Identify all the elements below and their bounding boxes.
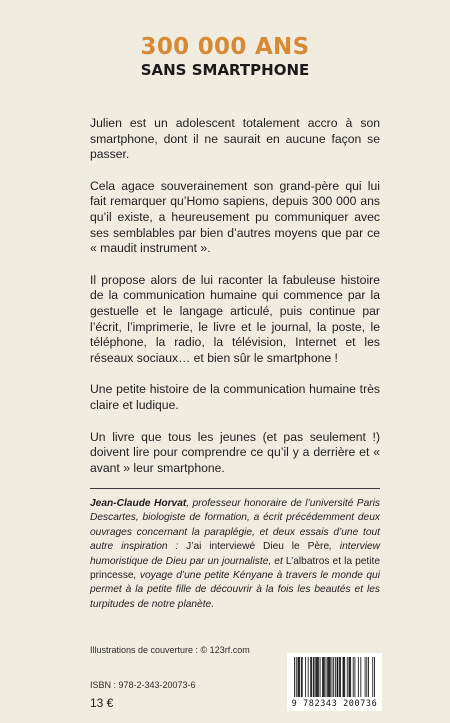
- author-bio-text: , interview humoristique de Dieu par un journaliste, et: [90, 541, 381, 567]
- blurb: [90, 116, 380, 492]
- barcode-bar: [332, 657, 333, 697]
- barcode-bar: [311, 657, 312, 697]
- barcode-bar: [302, 657, 303, 697]
- barcode-bar: [365, 657, 366, 697]
- barcode-bar: [343, 657, 344, 697]
- barcode-bar: [320, 657, 321, 697]
- barcode-bar: [349, 657, 350, 697]
- author-bio: [90, 497, 380, 612]
- blurb-paragraph: Julien est un adolescent totalement accro à son smartphone, dont il ne saurait en aucune façon se passer.: [90, 116, 380, 162]
- barcode-bar: [350, 657, 351, 697]
- barcode-bar: [374, 657, 375, 697]
- barcode-bar: [314, 657, 315, 697]
- blurb-paragraph: Cela agace souverainement son grand-père qui lui fait remarquer qu’Homo sapiens, depuis 300 000 ans qu’il existe, a heureusement pu communiquer avec ses semblables par bien d’autres moyens que par ce « maudit instrument ».: [90, 178, 380, 256]
- barcode-bar: [343, 657, 344, 697]
- barcode-bar: [372, 657, 373, 697]
- barcode-bar: [339, 657, 340, 697]
- book-title-2: L’albatros et la petite princesse: [90, 555, 380, 582]
- barcode-bar: [315, 657, 316, 697]
- barcode-bar: [358, 657, 359, 697]
- author-bio-text: , professeur honoraire de l’université Paris Descartes, biologiste de formation, a écrit précédemment deux ouvrages concernant la paraplégie, et deux essais d’une tout autre inspiration :: [90, 498, 380, 553]
- cover-credits: Illustrations de couverture : © 123rf.com: [90, 645, 250, 655]
- barcode-bar: [353, 657, 354, 697]
- barcode-bar: [298, 657, 299, 697]
- barcode-bar: [317, 657, 318, 697]
- barcode-bar: [298, 657, 299, 697]
- barcode-bar: [328, 657, 329, 697]
- barcode-bar: [296, 657, 297, 697]
- barcode: [287, 653, 382, 711]
- barcode-bar: [347, 657, 348, 697]
- barcode-bar: [318, 657, 319, 697]
- book-title-1: J’ai interviewé Dieu le Père: [186, 541, 330, 553]
- book-subtitle: SANS SMARTPHONE: [140, 61, 310, 79]
- barcode-bar: [337, 657, 338, 697]
- barcode-bar: [360, 657, 361, 697]
- barcode-bar: [313, 657, 314, 697]
- barcode-bar: [344, 657, 345, 697]
- barcode-bar: [330, 657, 331, 697]
- barcode-bar: [322, 657, 323, 697]
- barcode-bar: [316, 657, 317, 697]
- barcode-bar: [335, 657, 336, 697]
- barcode-bar: [301, 657, 302, 697]
- author-name: Jean-Claude Horvat: [90, 498, 187, 509]
- isbn: ISBN : 978-2-343-20073-6: [90, 680, 196, 690]
- barcode-bar: [294, 657, 295, 697]
- barcode-bar: [326, 657, 327, 697]
- barcode-bar: [324, 657, 325, 697]
- barcode-bar: [333, 657, 334, 697]
- barcode-bars: [287, 653, 382, 699]
- barcode-bar: [366, 657, 367, 697]
- blurb-paragraph: Une petite histoire de la communication humaine très claire et ludique.: [90, 382, 380, 412]
- barcode-bar: [354, 657, 355, 697]
- divider: [90, 488, 380, 489]
- barcode-bar: [323, 657, 324, 697]
- author-bio-text: , voyage d’une petite Kényane à travers le monde qui permet à la petite fille de découvrir à la fois les beautés et les turpitudes de notre planète.: [90, 570, 380, 610]
- barcode-bar: [299, 657, 300, 697]
- blurb-paragraph: Il propose alors de lui raconter la fabuleuse histoire de la communication humaine qui commence par la gestuelle et le langage articulé, puis continue par l’écrit, l’imprimerie, le livre et le journal, la poste, le téléphone, la radio, la télévision, Internet et les réseaux sociaux… et bien sûr le smartphone !: [90, 272, 380, 365]
- barcode-bar: [310, 657, 311, 697]
- barcode-bar: [327, 657, 328, 697]
- barcode-digits: 9 782343 200736: [291, 699, 378, 709]
- blurb-paragraph: Un livre que tous les jeunes (et pas seulement !) doivent lire pour comprendre ce qu’il y a derrière et « avant » leur smartphone.: [90, 429, 380, 475]
- barcode-bar: [308, 657, 309, 697]
- book-title: 300 000 ANS: [140, 34, 310, 60]
- price: 13 €: [90, 696, 114, 710]
- barcode-bar: [305, 657, 306, 697]
- barcode-bar: [329, 657, 330, 697]
- barcode-bar: [368, 657, 369, 697]
- barcode-bar: [337, 657, 338, 697]
- barcode-bar: [349, 657, 350, 697]
- barcode-bar: [340, 657, 341, 697]
